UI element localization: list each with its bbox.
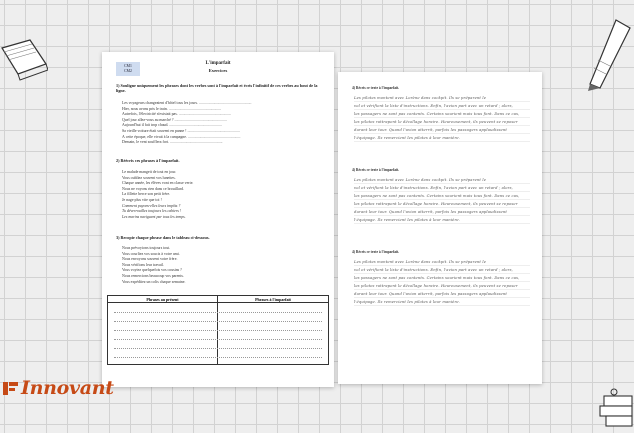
cursive-line: vol et vérifient la liste d'instructions. Enfin, l'avion part avec un retard ; alors, — [354, 184, 530, 192]
table-row — [114, 330, 322, 331]
copy-block-heading: 4) Récris ce texte à l'imparfait. — [352, 168, 400, 172]
exercise-line: Demain, le vent soufflera fort. ...................................................... — [122, 140, 223, 145]
exercise-line: Vous oubliez souvent vos lunettes. — [122, 175, 176, 180]
exercise-line: Comment payons-elles leurs impôts ? — [122, 203, 181, 208]
exercise-line: Nous vérifions leur travail. — [122, 262, 164, 267]
exercise-line: Quel jour allez-vous au marché ? ...................................................... — [122, 117, 228, 122]
worksheet-page — [102, 52, 334, 387]
exercise-line: Aujourd'hui il fait trop chaud. ...................................................... — [122, 123, 222, 128]
exercise-line: Les voyageurs changeaient d'hôtel tous les jours. ...................................................... — [122, 101, 252, 105]
cursive-line: durant leur tour. Quand l'avion atterrit, parfois les passagers applaudissent — [354, 126, 530, 134]
table-row — [114, 339, 322, 340]
brand-mark-icon — [2, 379, 20, 397]
cursive-line: vol et vérifient la liste d'instructions. Enfin, l'avion part avec un retard ; alors, — [354, 102, 530, 110]
cursive-line: les passagers ne sont pas contents. Certains sourient mais tous font. Dans ce cas, — [354, 110, 530, 118]
exercise-line: Le malade mangeit de tout en jour. — [122, 170, 177, 174]
cursive-text-block — [354, 176, 530, 224]
exercise-3-heading: 3) Recopie chaque phrase dans le tableau ci-dessous. — [116, 235, 210, 240]
exercise-line: Nous remercions beaucoup vos parents. — [122, 273, 184, 278]
table-header: Phrases à l'imparfait — [218, 296, 328, 303]
exercise-line: Chaque année, les élèves vont en classe verte. — [122, 181, 194, 186]
exercise-line: Sa vieille voiture était souvent en panne ! ...................................................... — [122, 128, 240, 133]
table-row — [114, 357, 322, 358]
worksheet-subtitle: Exercices — [208, 68, 228, 73]
grade-badge-line: CM2 — [124, 69, 132, 73]
exercise-line: Nous envoyons souvent votre frère. — [122, 257, 178, 262]
cursive-line: durant leur tour. Quand l'avion atterrit, parfois les passagers applaudissent — [354, 290, 530, 298]
exercise-line: Nous prévoyions toujours tout. — [122, 246, 171, 250]
exercise-line: La fillette berce son petit frère. — [122, 192, 171, 197]
cursive-line: Les pilotes montent avec Lorène dans cockpit. Ils se préparent le — [354, 94, 530, 102]
exercise-line: Tu déverrouilles toujours les cahiers ! — [122, 209, 182, 214]
cursive-line: l'équipage. Ils remercient les pilotes à leur manière. — [354, 216, 530, 224]
exercise-1-lines — [122, 101, 322, 146]
copy-page — [338, 72, 542, 384]
grade-badge-line: CM1 — [124, 64, 132, 68]
exercise-line: Autrefois, l'électricité n'existait pas. ...................................................... — [122, 112, 232, 117]
cursive-line: l'équipage. Ils remercient les pilotes à leur manière. — [354, 134, 530, 142]
exercise-line: Vous voyiez quelquefois vos cousins ? — [122, 268, 182, 273]
cursive-line: les pilotes rattrapent le décollage horaire. Heureusement, ils peuvent se reposer — [354, 200, 530, 208]
copy-block-heading: 4) Récris ce texte à l'imparfait. — [352, 86, 400, 90]
pencil-sketch-icon — [586, 18, 632, 92]
exercise-line: Hier, nous avons pris le train. ...................................................... — [122, 106, 222, 111]
exercise-line: Vous expédiiez un colis chaque semaine. — [122, 279, 186, 284]
exercise-line: Nous ne voyons rien dans ce brouillard. — [122, 186, 184, 191]
table-row — [114, 348, 322, 349]
brand-logo-text: Innovant — [21, 377, 114, 399]
table-row — [114, 321, 322, 322]
brand-logo — [2, 376, 114, 400]
exercise-2-heading: 2) Réécris ces phrases à l'imparfait. — [116, 158, 180, 163]
exercise-line: Vous courliez vos soucis à votre ami. — [122, 251, 180, 256]
cursive-line: les passagers ne sont pas contents. Certains sourient mais tous font. Dans ce cas, — [354, 192, 530, 200]
cursive-line: les pilotes rattrapent le décollage horaire. Heureusement, ils peuvent se reposer — [354, 282, 530, 290]
exercise-line: Les marins naviguent par tous les temps. — [122, 214, 186, 219]
cursive-line: les passagers ne sont pas contents. Certains sourient mais tous font. Dans ce cas, — [354, 274, 530, 282]
cursive-text-block — [354, 258, 530, 306]
exercise-line: À cette époque, elle vivait à la campagne. ...................................................... — [122, 134, 241, 139]
exercise-line: Je nage plus vite que toi ! — [122, 197, 162, 202]
table-header: Phrases au présent — [108, 296, 217, 303]
worksheet-title: L'imparfait — [205, 61, 231, 66]
conversion-table — [107, 295, 329, 365]
copy-block-heading: 4) Récris ce texte à l'imparfait. — [352, 250, 400, 254]
cursive-line: Les pilotes montent avec Lorène dans cockpit. Ils se préparent le — [354, 176, 530, 184]
cursive-line: les pilotes rattrapent le décollage horaire. Heureusement, ils peuvent se reposer — [354, 118, 530, 126]
stack-books-sketch-icon — [598, 386, 634, 433]
cursive-text-block — [354, 94, 530, 142]
cursive-line: l'équipage. Ils remercient les pilotes à leur manière. — [354, 298, 530, 306]
cursive-line: Les pilotes montent avec Lorène dans cockpit. Ils se préparent le — [354, 258, 530, 266]
table-row — [114, 312, 322, 313]
cursive-line: durant leur tour. Quand l'avion atterrit, parfois les passagers applaudissent — [354, 208, 530, 216]
book-sketch-icon — [0, 34, 48, 94]
exercise-2-lines — [122, 170, 322, 220]
exercise-3-lines — [122, 246, 322, 285]
cursive-line: vol et vérifient la liste d'instructions. Enfin, l'avion part avec un retard ; alors, — [354, 266, 530, 274]
exercise-1-heading: 1) Souligne uniquement les phrases dont les verbes sont à l'imparfait et écris l'infinitif de ces verbes au bout de la ligne. — [116, 83, 318, 94]
